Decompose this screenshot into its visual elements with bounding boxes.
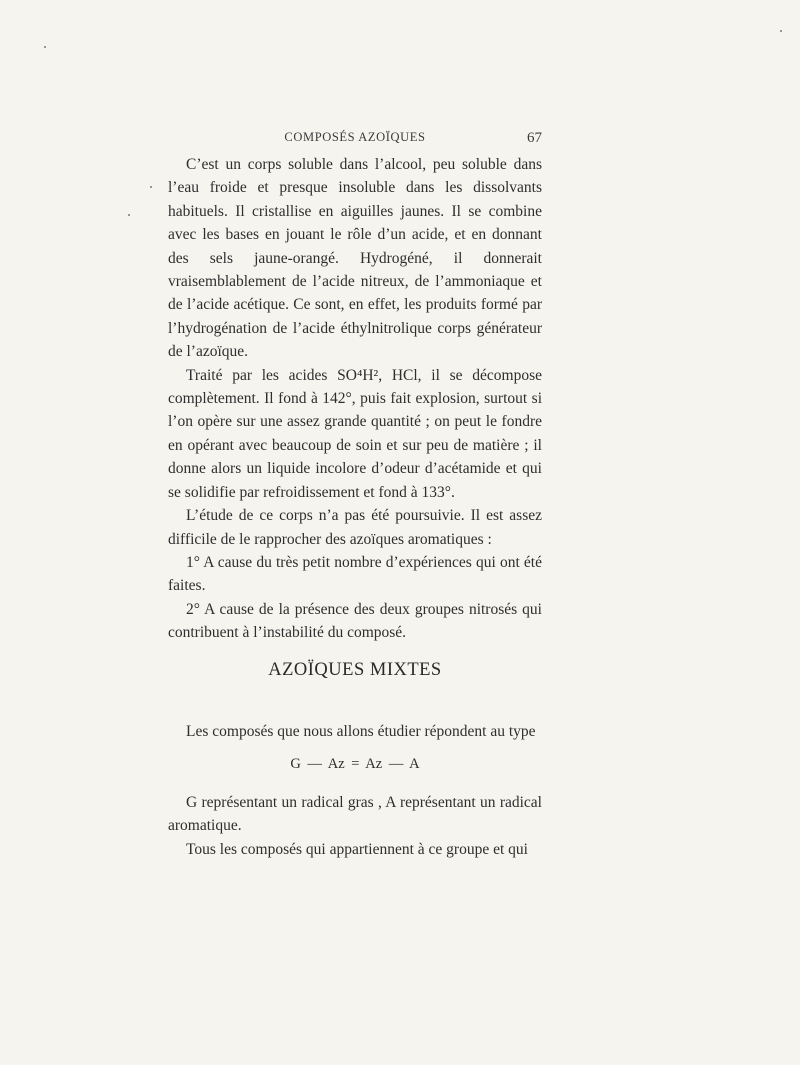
section-heading: AZOÏQUES MIXTES — [268, 660, 442, 680]
page-number: 67 — [527, 130, 542, 146]
paragraph: Tous les composés qui appartiennent à ce groupe et qui — [186, 840, 528, 858]
paper-speck — [150, 186, 152, 188]
formula: G — Az = Az — A — [290, 756, 420, 773]
paragraph: Traité par les acides SO⁴H², HCl, il se décompose complètement. Il fond à 142°, puis fait explosion, surtout si l’on opère sur une assez grande quantité ; on peut le fondre en opérant avec beaucoup de soin et sur peu de matière ; il donne alors un liquide incolore d’odeur d’acétamide et qui se solidifie par refroidissement et fond à 133°. — [168, 366, 542, 501]
paragraph: L’étude de ce corps n’a pas été poursuivie. Il est assez difficile de le rapprocher des azoïques aromatiques : — [168, 507, 542, 548]
paragraph: 2° A cause de la présence des deux groupes nitrosés qui contribuent à l’instabilité du composé. — [168, 600, 542, 642]
paper-speck — [128, 214, 130, 216]
body-text-top — [168, 153, 542, 645]
paper-speck — [44, 46, 46, 48]
paragraph: G représentant un radical gras , A représentant un radical aromatique. — [168, 793, 542, 835]
paragraph: 1° A cause du très petit nombre d’expériences qui ont été faites. — [168, 553, 542, 595]
paragraph: C’est un corps soluble dans l’alcool, peu soluble dans l’eau froide et presque insoluble dans les dissolvants habituels. Il cristallise en aiguilles jaunes. Il se combine avec les bases en jouant le rôle d’un acide, et en donnant des sels jaune-orangé. Hydrogéné, il donnerait vraisemblablement de l’acide nitreux, de l’ammoniaque et de l’acide acétique. Ce sont, en effet, les produits formé par l’hydrogénation de l’acide éthylnitrolique corps générateur de l’azoïque. — [168, 156, 542, 361]
body-text-section — [168, 720, 542, 861]
section-intro: Les composés que nous allons étudier répondent au type — [186, 723, 536, 740]
paper-speck — [780, 30, 782, 32]
running-title: COMPOSÉS AZOÏQUES — [284, 130, 426, 144]
running-header — [168, 130, 542, 150]
